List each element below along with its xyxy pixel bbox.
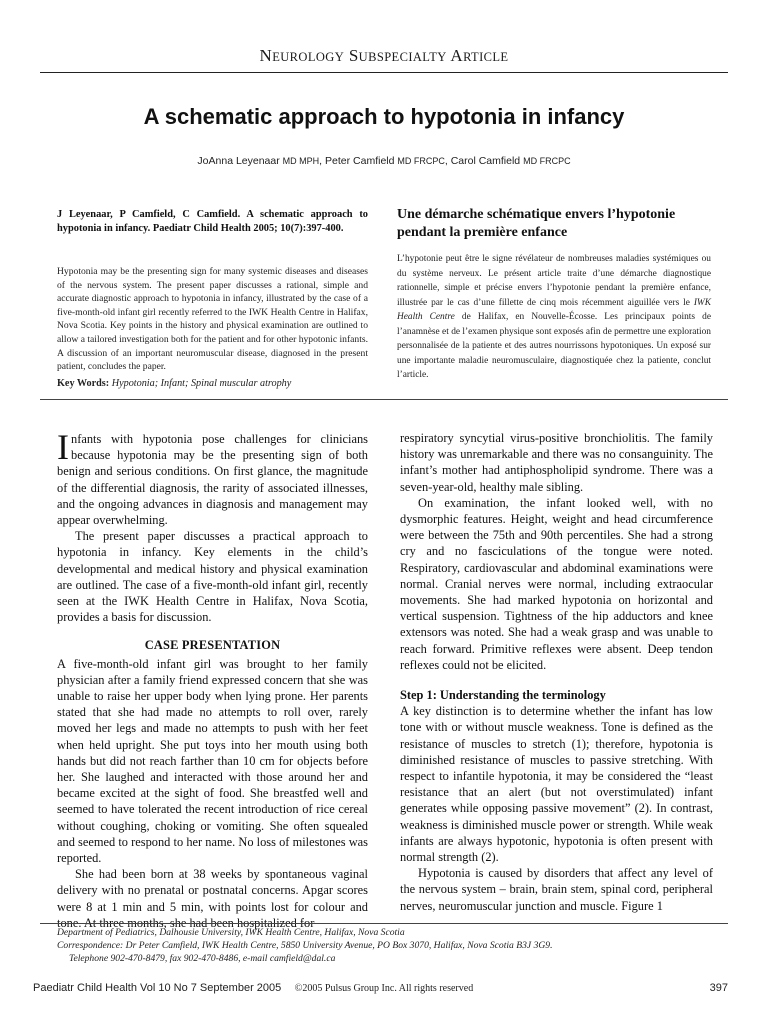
intro-paragraph: Infants with hypotonia pose challenges for clinicians because hypotonia may be the presenting sign of both benign and serious conditions. On first glance, the magnitude of the differential diagnosis, the rarity of associated illnesses, and the ongoing advances in diagnosis and management may appear overwhelming. (57, 427, 368, 528)
paragraph: respiratory syncytial virus-positive bronchiolitis. The family history was unremarkable and there was no consanguinity. The infant’s mother had antiphospholipid syndrome. There was a seven-year-old, healthy male sibling. (400, 431, 713, 494)
article-title: A schematic approach to hypotonia in infancy (143, 104, 625, 129)
paragraph: On examination, the infant looked well, with no dysmorphic features. Height, weight and head circumference were between the 75th and 90th percentiles. She had a strong cry and no fasciculations of the tongue were noted. Respiratory, cardiovascular and abdominal examinations were normal. Cranial nerves were normal, including extraocular movements. She had marked hypotonia on horizontal and vertical suspension. Tightness of the hip adductors and knee extensors was noted. She had a weak grasp and was unable to reach forward. Primitive reflexes were absent. Deep tendon reflexes could not be elicited. (400, 495, 713, 672)
paragraph: The present paper discusses a practical approach to hypotonia in infancy. Key elements in the child’s developmental and medical history and physical examination are outlined. The case of a five-month-old infant girl, recently seen at the IWK Health Centre in Halifax, Nova Scotia, provides a basis for discussion. (57, 529, 368, 625)
citation: J Leyenaar, P Camfield, C Camfield. A schematic approach to hypotonia in infancy. Paediatr Child Health 2005; 10(7):397-400. (57, 209, 368, 234)
header-rule (40, 72, 728, 73)
page-number: 397 (709, 982, 728, 994)
author-list: JoAnna Leyenaar MD MPH, Peter Camfield MD FRCPC, Carol Camfield MD FRCPC (197, 155, 571, 167)
affiliation-note: Department of Pediatrics, Dalhousie University, IWK Health Centre, Halifax, Nova Scotia (57, 927, 405, 938)
abstract-english: Hypotonia may be the presenting sign for many systemic diseases and diseases of the nervous system. The present paper discusses a rational, simple and accurate diagnostic approach to hypotonia in infancy, illustrated by the case of a five-month-old infant girl recently referred to the IWK Health Centre in Halifax, Nova Scotia. Key points in the history and physical examination are outlined to allow a tailored investigation both for the patient and for other hypotonic infants. A discussion of an important neuromuscular disease, diagnosed in the present patient, concludes the paper. (57, 266, 368, 373)
keywords-rule (40, 399, 728, 400)
paragraph: A key distinction is to determine whether the infant has low tone with or without muscle weakness. Tone is defined as the resistance of muscles to stretch (1); therefore, hypotonia is diminished resistance of muscles to passive stretching. With respect to infantile hypotonia, it may be considered the “least resistance that an alert (but not overstimulated) infant generates while opposing passive movement” (2). In contrast, weakness is diminished muscle power or strength. While weak infants are always hypotonic, hypotonia is often present with normal strength (2). (400, 704, 713, 865)
paragraph: She had been born at 38 weeks by spontaneous vaginal delivery with no prenatal or postnatal concerns. Apgar scores were 8 at 1 min and 5 min, with points lost for colour and tone. At three months, she had been hospitalized for (57, 867, 368, 930)
body-column-left (57, 427, 368, 931)
paragraph: Hypotonia is caused by disorders that affect any level of the nervous system – brain, brain stem, spinal cord, peripheral nerves, neuromuscular junction and muscle. Figure 1 (400, 866, 713, 913)
drop-cap: I (57, 427, 69, 467)
paragraph: A five-month-old infant girl was brought to her family physician after a family friend expressed concern that she was unable to raise her upper body when lying prone. Her parents stated that she had made no attempts to roll over, rarely moved her legs and made no attempts to push with her feet when held upright. She put toys into her mouth using both hands but did not reach farther than 10 cm for objects before her. She laughed and interacted with those around her and became excited at the sight of food. She breastfed well and seemed to have tolerated the recent introduction of rice cereal without coughing, choking or vomiting. She often squealed and seemed to respond to her name. No loss of milestones was reported. (57, 656, 368, 866)
footnotes (57, 926, 717, 966)
abstract-french: L’hypotonie peut être le signe révélateur de nombreuses maladies systémiques ou du système nerveux. Le présent article traite d’une démarche diagnostique rationnelle, simple et précise envers l’hypotonie pendant la première enfance, illustrée par le cas d’une fillette de cinq mois récemment aiguillée vers le IWK Health Centre de Halifax, en Nouvelle-Écosse. Les principaux points de l’anamnèse et de l’examen physique sont exposés afin de permettre une exploration personnalisée de la patiente et des autres nourrissons hypotoniques. Un exposé sur une importante maladie neuromusculaire, diagnostiquée chez la patiente, conclut l’article. (397, 254, 711, 380)
section-heading: CASE PRESENTATION (144, 638, 281, 653)
keywords-value: Hypotonia; Infant; Spinal muscular atrophy (111, 378, 292, 389)
running-header: NEUROLOGY SUBSPECIALTY ARTICLE (259, 46, 509, 65)
subsection-heading: Step 1: Understanding the terminology (400, 688, 606, 703)
copyright-notice: ©2005 Pulsus Group Inc. All rights reserved (294, 983, 474, 994)
footnote-rule (40, 923, 728, 924)
body-column-right (400, 430, 713, 914)
journal-citation-footer: Paediatr Child Health Vol 10 No 7 September 2005 (33, 982, 282, 994)
correspondence-note: Correspondence: Dr Peter Camfield, IWK Health Centre, 5850 University Avenue, PO Box 3070, Halifax, Nova Scotia B3J 3G9. (57, 940, 553, 952)
contact-note: Telephone 902-470-8479, fax 902-470-8486, e-mail camfield@dal.ca (69, 953, 336, 965)
french-title: Une démarche schématique envers l’hypotonie pendant la première enfance (397, 207, 676, 240)
keywords-label: Key Words: (57, 378, 110, 389)
keywords (57, 378, 707, 389)
